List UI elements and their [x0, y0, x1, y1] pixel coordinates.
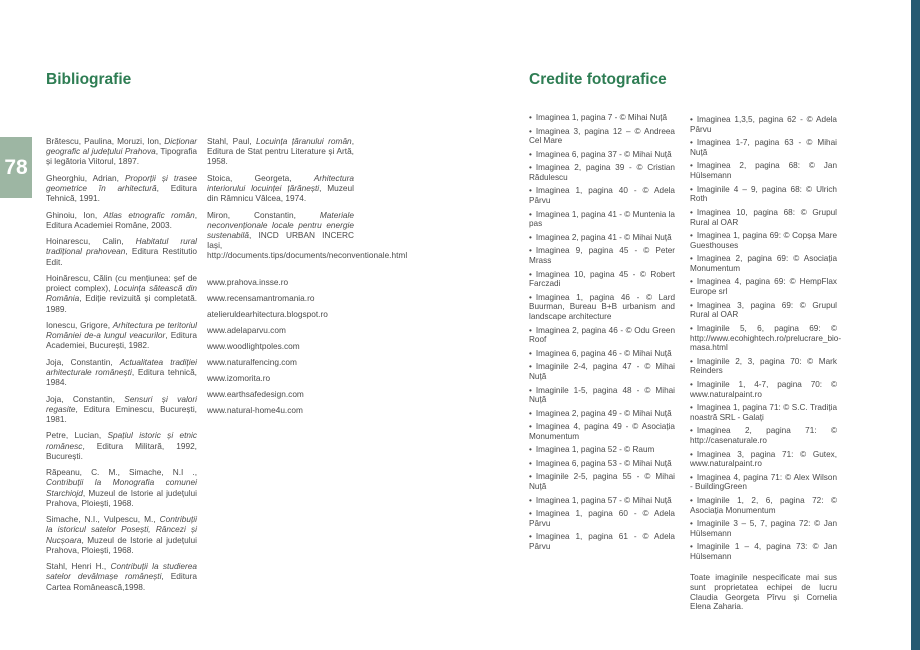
bibliography-entry [46, 273, 197, 314]
entry-title: Spațiul istoric și etnic romănesc [46, 430, 197, 451]
credit-item [690, 380, 837, 399]
credit-text: Imaginea 9, pagina 45 - © Peter Mrass [529, 246, 675, 266]
entry-author: Hoinărescu, Călin (cu mențiunea: șef de proiect complex), [46, 272, 197, 294]
bullet-icon: • [529, 113, 532, 122]
credit-text: Imaginea 1, pagina 71: © S.C. Tradiția noastră SRL - Galați [690, 403, 837, 422]
entry-publisher: , Muzeul de Istorie al județului Prahova, Ploiești, 1968. [46, 487, 197, 508]
website-link[interactable]: www.naturalfencing.com [207, 356, 297, 367]
credit-text: Imaginile 1, 4-7, pagina 70: © www.naturalpaint.ro [690, 379, 837, 399]
credit-text: Imaginile 2-4, pagina 47 - © Mihai Nuță [529, 362, 675, 382]
entry-title: Arhitectura interiorului locuinței țărănești [207, 172, 354, 193]
photo-credits-title: Credite fotografice [529, 71, 667, 88]
credit-item [690, 115, 837, 134]
credit-item [690, 208, 837, 227]
credit-text: Imaginea 4, pagina 69: © HempFlax Europe srl [690, 277, 837, 297]
entry-author: Simache, N.I., Vulpescu, M., [46, 514, 160, 525]
credit-text: Imaginea 1, pagina 57 - © Mihai Nuță [535, 495, 672, 505]
credit-item [690, 185, 837, 204]
credit-text: Imaginea 6, pagina 37 - © Mihai Nuță [535, 149, 672, 159]
website-link[interactable]: atelieruldearhitectura.blogspot.ro [207, 308, 328, 319]
entry-author: Petre, Lucian, [46, 430, 108, 441]
credit-text: Imaginea 4, pagina 71: © Alex Wilson - BuildingGreen [690, 472, 837, 492]
credits-note: Toate imaginile nespecificate mai sus sunt proprietatea echipei de lucru Claudia Georgeta Pîrvu și Cornelia Elena Zaharia. [690, 573, 837, 612]
entry-publisher: , Editura Restitutio Edit. [46, 246, 197, 267]
entry-author: Brătescu, Paulina, Moruzi, Ion, [46, 136, 165, 146]
credit-text: Imaginea 1, pagina 69: © Copșa Mare Guesthouses [690, 231, 837, 250]
bullet-icon: • [690, 300, 693, 310]
bullet-icon: • [690, 356, 693, 366]
credit-text: Imaginile 4 – 9, pagina 68: © Ulrich Roth [690, 184, 837, 204]
bibliography-column-2 [207, 136, 408, 421]
credit-item [529, 210, 675, 229]
bibliography-column-1 [46, 136, 197, 598]
credit-item [529, 409, 675, 419]
bullet-icon: • [690, 519, 693, 529]
credit-item [690, 277, 837, 296]
bullet-icon: • [529, 458, 532, 468]
bullet-icon: • [529, 472, 532, 482]
credit-item [529, 362, 675, 381]
bullet-icon: • [690, 161, 693, 171]
bullet-icon: • [690, 472, 693, 482]
entry-publisher: , Editura tehnică, 1984. [46, 366, 197, 388]
credit-item [529, 293, 675, 322]
bullet-icon: • [529, 292, 532, 302]
credit-item [690, 138, 837, 157]
credit-item [529, 270, 675, 289]
entry-title: Materiale neconvenționale locale pentru energie sustenabilă [207, 209, 354, 240]
credit-item [529, 422, 675, 441]
credit-item [690, 301, 837, 320]
credit-text: Imaginea 1, pagina 40 - © Adela Pârvu [529, 186, 675, 206]
credit-item [690, 231, 837, 250]
entry-publisher: , Muzeul de Istorie al județului Prahova, Ploiești, 1968. [46, 534, 197, 555]
credit-item [529, 233, 675, 243]
credit-item [529, 113, 675, 123]
entry-title: Proporții și trasee geometrice în arhitectură [46, 172, 197, 193]
credit-item [690, 542, 837, 561]
website-link[interactable]: www.prahova.insse.ro [207, 276, 289, 287]
credit-text: Imaginile 5, 6, pagina 69: © http://www.ecohightech.ro/prelucrare_bio-masa.html [690, 323, 842, 353]
credit-item [690, 254, 837, 273]
entry-author: Răpeanu, C. M., Simache, N.I ., [46, 467, 197, 478]
credit-text: Imaginea 1, pagina 52 - © Raum [535, 445, 655, 455]
entry-publisher: , INCD URBAN INCERC Iași, http://documents.tips/documents/neconventionale.html [207, 230, 408, 261]
credit-text: Imaginile 1 – 4, pagina 73: © Jan Hülsemann [690, 542, 837, 562]
bullet-icon: • [690, 207, 693, 217]
bullet-icon: • [529, 408, 532, 418]
bullet-icon: • [529, 246, 532, 256]
credit-item [529, 127, 675, 146]
bullet-icon: • [690, 277, 693, 287]
entry-title: Atlas etnografic român [103, 209, 195, 220]
bullet-icon: • [690, 495, 693, 505]
entry-title: Habitatul rural tradițional prahovean [46, 236, 197, 257]
entry-title: Locuința sătească din România [46, 283, 197, 304]
bullet-icon: • [529, 445, 532, 455]
bullet-icon: • [690, 138, 693, 148]
entry-publisher: , Editura de Stat pentru Literature și Artă, 1958. [207, 136, 354, 167]
credit-text: Imaginea 2, pagina 46 - © Odu Green Roof [529, 325, 675, 345]
credit-item [690, 357, 837, 376]
credit-text: Imaginile 1-5, pagina 48 - © Mihai Nuță [529, 385, 675, 405]
page-number-tab [0, 137, 32, 198]
credit-item [529, 163, 675, 182]
bullet-icon: • [690, 231, 693, 241]
bibliography-entry [46, 357, 197, 388]
credit-item [529, 509, 675, 528]
bibliography-entry [46, 561, 197, 592]
credit-text: Imaginea 10, pagina 68: © Grupul Rural al OAR [690, 207, 837, 227]
bullet-icon: • [529, 186, 532, 196]
credit-item [529, 150, 675, 160]
entry-title: Actualitatea tradiției arhitecturale românești [46, 356, 197, 377]
website-link[interactable]: www.natural-home4u.com [207, 404, 303, 415]
bibliography-entry [207, 209, 408, 261]
bibliography-entry [46, 467, 197, 508]
credit-text: Imaginea 3, pagina 71: © Gutex, www.naturalpaint.ro [690, 449, 837, 469]
credit-item [690, 519, 837, 538]
entry-publisher: , Muzeul din Râmnicu Vâlcea, 1974. [207, 183, 354, 204]
credits-column-2 [690, 115, 842, 566]
website-link[interactable]: www.earthsafedesign.com [207, 388, 304, 399]
credit-item [529, 186, 675, 205]
bullet-icon: • [690, 379, 693, 389]
credit-item [529, 326, 675, 345]
bibliography-entry [46, 136, 197, 167]
credit-text: Imaginea 6, pagina 46 - © Mihai Nuță [535, 348, 672, 358]
bullet-icon: • [690, 323, 693, 333]
entry-title: Dicționar geografic al județului Prahova [46, 136, 197, 157]
credit-text: Imaginea 1-7, pagina 63 - © Mihai Nuță [690, 138, 837, 157]
bullet-icon: • [690, 403, 693, 413]
bullet-icon: • [529, 209, 532, 219]
entry-publisher: , Editura Academiei, București, 1982. [46, 330, 197, 351]
credit-item [529, 246, 675, 265]
entry-author: Stahl, Henri H., [46, 561, 111, 572]
entry-title: Locuința țăranului român [256, 136, 352, 146]
entry-publisher: , Tipografia și legătoria Viitorul, 1897. [46, 146, 197, 167]
website-link[interactable]: www.izomorita.ro [207, 372, 271, 383]
bibliography-entry [46, 514, 197, 555]
entry-publisher: , Editura Eminescu, București, 1981. [46, 403, 197, 424]
credit-text: Imaginea 4, pagina 49 - © Asociația Monumentum [529, 422, 675, 441]
bibliography-entry [46, 430, 197, 461]
credit-item [690, 473, 837, 492]
credit-item [529, 445, 675, 455]
credit-item [529, 496, 675, 506]
credit-text: Imaginea 1, pagina 41 - © Muntenia la pas [529, 209, 675, 229]
entry-author: Joja, Constantin, [46, 356, 120, 367]
entry-publisher: , Editura Cartea Românească,1998. [46, 571, 197, 592]
credit-item [690, 450, 837, 469]
bibliography-entry [46, 320, 197, 351]
bullet-icon: • [690, 449, 693, 459]
bullet-icon: • [690, 184, 693, 194]
entry-author: Stahl, Paul, [207, 136, 257, 146]
entry-title: Contribuții la studierea satelor devălmașe românești [46, 561, 198, 582]
entry-publisher: , Editura Militară, 1992, București. [46, 440, 197, 461]
website-link[interactable]: www.woodlightpoles.com [207, 340, 300, 351]
credit-item [529, 472, 675, 491]
credit-text: Imaginea 1, pagina 61 - © Adela Pârvu [529, 532, 675, 552]
bullet-icon: • [529, 269, 532, 279]
bullet-icon: • [529, 348, 532, 358]
credit-item [529, 386, 675, 405]
entry-title: Contribuții la istoricul satelor Posești, Râncezi și Nucșoara [46, 514, 197, 545]
bullet-icon: • [690, 426, 693, 436]
bullet-icon: • [529, 325, 532, 335]
credit-text: Imaginile 1, 2, 6, pagina 72: © Asociația Monumentum [690, 495, 837, 515]
entry-publisher: , Editura Academiei Române, 2003. [46, 209, 197, 230]
bullet-icon: • [529, 163, 532, 173]
credits-column-1 [529, 113, 675, 556]
page-number: 78 [4, 155, 28, 179]
entry-author: Miron, Constantin, [207, 209, 320, 220]
bullet-icon: • [529, 232, 532, 242]
website-link[interactable]: www.adelaparvu.com [207, 324, 286, 335]
credit-text: Imaginea 2, pagina 68: © Jan Hülsemann [690, 161, 837, 181]
bullet-icon: • [690, 115, 693, 124]
credit-item [690, 323, 842, 353]
bibliography-entry [46, 236, 197, 267]
credit-item [529, 532, 675, 551]
credit-text: Imaginea 2, pagina 69: © Asociația Monumentum [690, 254, 837, 273]
bullet-icon: • [529, 126, 532, 136]
bibliography-entry [207, 173, 354, 204]
bullet-icon: • [529, 495, 532, 505]
bullet-icon: • [529, 422, 532, 432]
credit-text: Imaginea 2, pagina 49 - © Mihai Nuță [535, 408, 672, 418]
bullet-icon: • [690, 254, 693, 264]
bullet-icon: • [529, 362, 532, 372]
bibliography-websites [207, 277, 354, 415]
credit-item [690, 426, 837, 445]
credit-item [690, 161, 837, 180]
credit-text: Imaginea 1, pagina 60 - © Adela Pârvu [529, 509, 675, 528]
bibliography-title: Bibliografie [46, 71, 132, 88]
credit-text: Imaginea 3, pagina 12 – © Andreea Cel Mare [529, 126, 675, 146]
bibliography-entry [46, 210, 197, 230]
bullet-icon: • [529, 149, 532, 159]
credit-text: Imaginea 2, pagina 41 - © Mihai Nuță [535, 232, 672, 242]
entry-title: Sensuri și valori regasite [46, 393, 198, 414]
credit-text: Imaginea 10, pagina 45 - © Robert Farczadi [529, 269, 675, 289]
credit-text: Imaginea 1, pagina 7 - © Mihai Nuță [535, 113, 668, 122]
entry-publisher: , Ediție revizuită și completată. 1989. [46, 293, 197, 314]
bullet-icon: • [529, 385, 532, 395]
entry-author: Joja, Constantin, [46, 393, 125, 404]
credit-item [690, 496, 837, 515]
entry-author: Stoica, Georgeta, [207, 172, 314, 183]
bibliography-entry [46, 173, 197, 204]
credit-text: Imaginea 3, pagina 69: © Grupul Rural al OAR [690, 300, 837, 320]
credit-text: Imaginea 1, pagina 46 - © Lard Buurman, Bureau B+B urbanism and landscape architecture [529, 292, 675, 322]
entry-author: Gheorghiu, Adrian, [46, 172, 125, 183]
entry-title: Contribuții la Monografia comunei Starchiojd [46, 477, 197, 498]
credit-text: Imaginea 2, pagina 71: © http://casenaturale.ro [690, 426, 837, 446]
bullet-icon: • [529, 532, 532, 542]
entry-author: Ghinoiu, Ion, [46, 209, 104, 220]
bullet-icon: • [529, 509, 532, 519]
right-edge-stripe [911, 0, 920, 650]
website-link[interactable]: www.recensamantromania.ro [207, 292, 315, 303]
credit-text: Imaginile 3 – 5, 7, pagina 72: © Jan Hülsemann [690, 519, 837, 538]
credit-text: Imaginea 1,3,5, pagina 62 - © Adela Pârvu [690, 115, 837, 134]
credit-text: Imaginea 6, pagina 53 - © Mihai Nuță [535, 458, 672, 468]
bibliography-entry [46, 394, 197, 425]
bullet-icon: • [690, 542, 693, 552]
entry-author: Hoinarescu, Calin, [46, 236, 136, 247]
credit-item [529, 459, 675, 469]
entry-publisher: , Editura Tehnică, 1991. [46, 183, 197, 204]
credit-item [529, 349, 675, 359]
credit-text: Imaginile 2, 3, pagina 70: © Mark Reinders [690, 356, 837, 376]
entry-title: Arhitectura pe teritoriul României de-a lungul veacurilor [46, 319, 198, 341]
credit-text: Imaginile 2-5, pagina 55 - © Mihai Nuță [529, 472, 675, 492]
bibliography-entry [207, 136, 354, 167]
entry-author: Ionescu, Grigore, [46, 319, 113, 330]
credit-text: Imaginea 2, pagina 39 - © Cristian Rădulescu [529, 163, 675, 182]
credit-item [690, 403, 837, 422]
